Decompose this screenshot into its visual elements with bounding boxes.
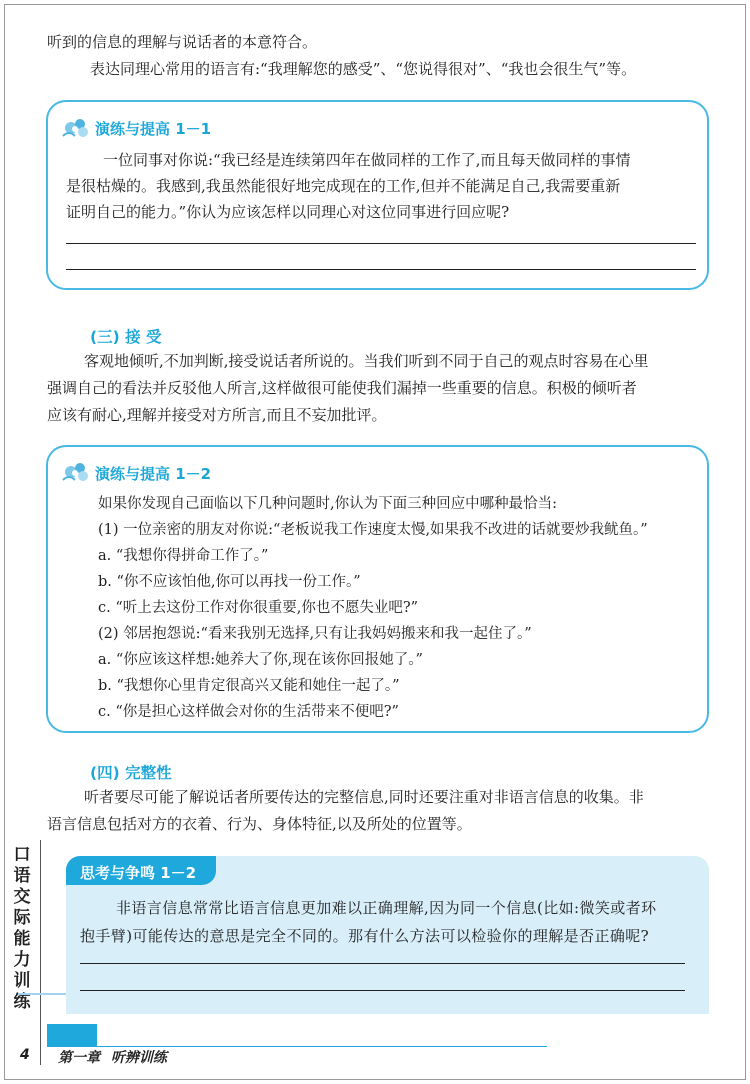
exercise-option: c. “听上去这份工作对你很重要,你也不愿失业吧?” bbox=[98, 600, 419, 616]
exercise-option: b. “我想你心里肯定很高兴又能和她住一起了。” bbox=[98, 678, 400, 694]
answer-line[interactable] bbox=[80, 963, 685, 964]
puzzle-flower-icon bbox=[61, 460, 93, 484]
puzzle-flower-icon bbox=[61, 116, 93, 140]
sidebar-divider bbox=[40, 840, 41, 1065]
exercise-line: (1) 一位亲密的朋友对你说:“老板说我工作速度太慢,如果我不改进的话就要炒我鱿鱼。” bbox=[98, 522, 648, 538]
chapter-title: 第一章 听辨训练 bbox=[58, 1050, 167, 1066]
section-line: 强调自己的看法并反驳他人所言,这样做很可能使我们漏掉一些重要的信息。积极的倾听者 bbox=[47, 379, 637, 397]
page-number: 4 bbox=[20, 1047, 30, 1063]
think-line: 抱手臂)可能传达的意思是完全不同的。那有什么方法可以检验你的理解是否正确呢? bbox=[80, 927, 650, 945]
exercise-line: 证明自己的能力。”你认为应该怎样以同理心对这位同事进行回应呢? bbox=[66, 203, 510, 221]
exercise-box-2 bbox=[46, 445, 709, 733]
section-line: 听者要尽可能了解说话者所要传达的完整信息,同时还要注重对非语言信息的收集。非 bbox=[84, 788, 644, 806]
exercise-line: 如果你发现自己面临以下几种问题时,你认为下面三种回应中哪种最恰当: bbox=[98, 496, 557, 512]
exercise-option: a. “你应该这样想:她养大了你,现在该你回报她了。” bbox=[98, 652, 423, 668]
think-title: 思考与争鸣 1－2 bbox=[80, 864, 197, 882]
exercise-line: 一位同事对你说:“我已经是连续第四年在做同样的工作了,而且每天做同样的事情 bbox=[103, 151, 631, 169]
exercise-title: 演练与提高 1－1 bbox=[95, 120, 212, 138]
section-heading: (三) 接 受 bbox=[90, 328, 162, 346]
sidebar-book-title: 口语交际能力训练 bbox=[13, 845, 31, 1012]
exercise-title: 演练与提高 1－2 bbox=[95, 465, 212, 483]
footer-accent-block bbox=[47, 1024, 97, 1046]
section-heading: (四) 完整性 bbox=[90, 764, 172, 782]
exercise-option: c. “你是担心这样做会对你的生活带来不便吧?” bbox=[98, 704, 399, 720]
exercise-option: a. “我想你得拼命工作了。” bbox=[98, 548, 269, 564]
exercise-line: (2) 邻居抱怨说:“看来我别无选择,只有让我妈妈搬来和我一起住了。” bbox=[98, 626, 532, 642]
answer-line[interactable] bbox=[80, 990, 685, 991]
exercise-box-1 bbox=[46, 100, 709, 290]
intro-line-1: 听到的信息的理解与说话者的本意符合。 bbox=[47, 33, 318, 51]
answer-line[interactable] bbox=[66, 243, 696, 244]
exercise-line: 是很枯燥的。我感到,我虽然能很好地完成现在的工作,但并不能满足自己,我需要重新 bbox=[66, 177, 621, 195]
sidebar-accent-line bbox=[18, 993, 66, 995]
think-line: 非语言信息常常比语言信息更加难以正确理解,因为同一个信息(比如:微笑或者环 bbox=[116, 899, 657, 917]
answer-line[interactable] bbox=[66, 269, 696, 270]
exercise-option: b. “你不应该怕他,你可以再找一份工作。” bbox=[98, 574, 361, 590]
section-line: 客观地倾听,不加判断,接受说话者所说的。当我们听到不同于自己的观点时容易在心里 bbox=[84, 352, 649, 370]
section-line: 应该有耐心,理解并接受对方所言,而且不妄加批评。 bbox=[47, 406, 387, 424]
section-line: 语言信息包括对方的衣着、行为、身体特征,以及所处的位置等。 bbox=[47, 815, 472, 833]
intro-line-2: 表达同理心常用的语言有:“我理解您的感受”、“您说得很对”、“我也会很生气”等。 bbox=[90, 60, 637, 78]
